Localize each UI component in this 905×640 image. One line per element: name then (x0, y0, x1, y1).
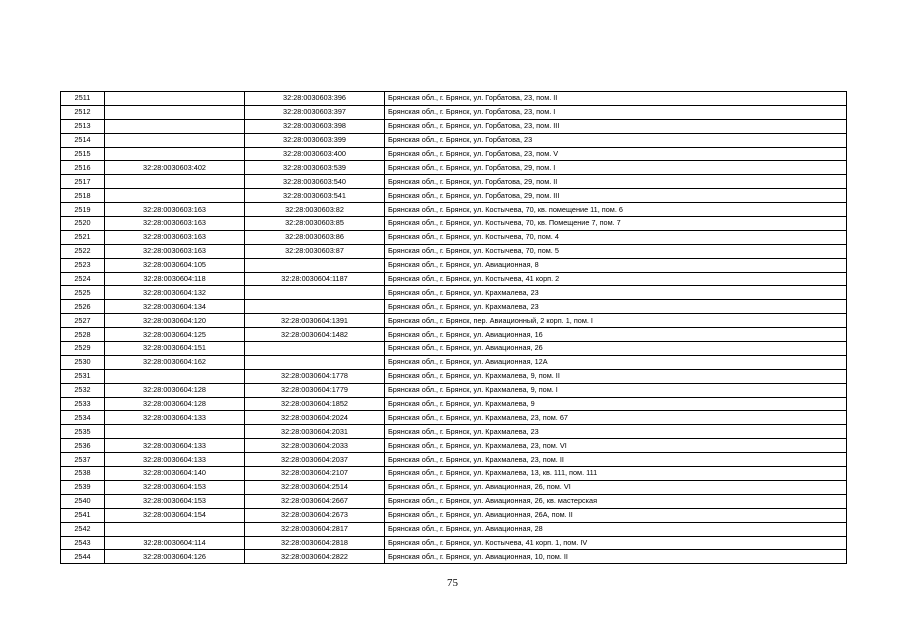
cadastral-number-cell: 32:28:0030603:86 (245, 230, 385, 244)
cadastral-number-cell: 32:28:0030604:2031 (245, 425, 385, 439)
parent-cadastral-number-cell: 32:28:0030603:163 (105, 230, 245, 244)
parent-cadastral-number-cell: 32:28:0030604:153 (105, 494, 245, 508)
table-body (61, 92, 847, 564)
row-number-cell: 2535 (61, 425, 105, 439)
table-row (61, 244, 847, 258)
table-row (61, 411, 847, 425)
address-cell: Брянская обл., г. Брянск, ул. Горбатова, 29, пом. II (385, 175, 847, 189)
cadastral-number-cell: 32:28:0030604:1482 (245, 328, 385, 342)
address-cell: Брянская обл., г. Брянск, ул. Крахмалева, 23 (385, 286, 847, 300)
table-row (61, 217, 847, 231)
parent-cadastral-number-cell: 32:28:0030604:133 (105, 439, 245, 453)
address-cell: Брянская обл., г. Брянск, ул. Авиационная, 26А, пом. II (385, 508, 847, 522)
table-row (61, 189, 847, 203)
address-cell: Брянская обл., г. Брянск, ул. Горбатова, 23, пом. I (385, 105, 847, 119)
table-row (61, 480, 847, 494)
address-cell: Брянская обл., г. Брянск, ул. Крахмалева, 23 (385, 425, 847, 439)
row-number-cell: 2541 (61, 508, 105, 522)
parent-cadastral-number-cell: 32:28:0030604:134 (105, 300, 245, 314)
parent-cadastral-number-cell: 32:28:0030603:402 (105, 161, 245, 175)
cadastral-number-cell: 32:28:0030603:85 (245, 217, 385, 231)
parent-cadastral-number-cell: 32:28:0030603:163 (105, 244, 245, 258)
address-cell: Брянская обл., г. Брянск, ул. Авиационная, 8 (385, 258, 847, 272)
address-cell: Брянская обл., г. Брянск, ул. Крахмалева, 9, пом. II (385, 369, 847, 383)
cadastral-number-cell: 32:28:0030603:87 (245, 244, 385, 258)
table-row (61, 161, 847, 175)
row-number-cell: 2537 (61, 453, 105, 467)
table-row (61, 105, 847, 119)
cadastral-number-cell (245, 300, 385, 314)
table-row (61, 272, 847, 286)
parent-cadastral-number-cell (105, 369, 245, 383)
table-row (61, 314, 847, 328)
cadastral-number-cell: 32:28:0030604:1779 (245, 383, 385, 397)
parent-cadastral-number-cell (105, 189, 245, 203)
parent-cadastral-number-cell: 32:28:0030604:140 (105, 467, 245, 481)
row-number-cell: 2540 (61, 494, 105, 508)
address-cell: Брянская обл., г. Брянск, ул. Авиационная, 26, пом. VI (385, 480, 847, 494)
parent-cadastral-number-cell (105, 92, 245, 106)
row-number-cell: 2539 (61, 480, 105, 494)
cadastral-number-cell: 32:28:0030603:396 (245, 92, 385, 106)
row-number-cell: 2514 (61, 133, 105, 147)
table-row (61, 203, 847, 217)
table-row (61, 147, 847, 161)
table-row (61, 328, 847, 342)
address-cell: Брянская обл., г. Брянск, ул. Костычева, 41 корп. 1, пом. IV (385, 536, 847, 550)
cadastral-number-cell: 32:28:0030604:2818 (245, 536, 385, 550)
cadastral-number-cell: 32:28:0030603:541 (245, 189, 385, 203)
cadastral-number-cell: 32:28:0030604:2817 (245, 522, 385, 536)
address-cell: Брянская обл., г. Брянск, ул. Крахмалева, 9, пом. I (385, 383, 847, 397)
row-number-cell: 2523 (61, 258, 105, 272)
row-number-cell: 2516 (61, 161, 105, 175)
table-row (61, 119, 847, 133)
table-row (61, 508, 847, 522)
row-number-cell: 2538 (61, 467, 105, 481)
address-cell: Брянская обл., г. Брянск, ул. Горбатова, 23, пом. V (385, 147, 847, 161)
cadastral-number-cell: 32:28:0030604:1391 (245, 314, 385, 328)
table-row (61, 467, 847, 481)
address-cell: Брянская обл., г. Брянск, ул. Крахмалева, 13, кв. 111, пом. 111 (385, 467, 847, 481)
table-row (61, 133, 847, 147)
address-cell: Брянская обл., г. Брянск, ул. Авиационная, 26, кв. мастерская (385, 494, 847, 508)
row-number-cell: 2536 (61, 439, 105, 453)
parent-cadastral-number-cell (105, 133, 245, 147)
parent-cadastral-number-cell: 32:28:0030604:132 (105, 286, 245, 300)
table-row (61, 536, 847, 550)
cadastral-number-cell: 32:28:0030604:2024 (245, 411, 385, 425)
parent-cadastral-number-cell (105, 147, 245, 161)
address-cell: Брянская обл., г. Брянск, ул. Горбатова, 23, пом. II (385, 92, 847, 106)
cadastral-number-cell: 32:28:0030604:2107 (245, 467, 385, 481)
address-cell: Брянская обл., г. Брянск, ул. Крахмалева, 23, пом. 67 (385, 411, 847, 425)
table-row (61, 230, 847, 244)
address-cell: Брянская обл., г. Брянск, ул. Авиационная, 12А (385, 355, 847, 369)
parent-cadastral-number-cell: 32:28:0030604:133 (105, 411, 245, 425)
table-row (61, 342, 847, 356)
row-number-cell: 2524 (61, 272, 105, 286)
table-row (61, 453, 847, 467)
row-number-cell: 2517 (61, 175, 105, 189)
cadastral-number-cell (245, 342, 385, 356)
table-row (61, 383, 847, 397)
row-number-cell: 2542 (61, 522, 105, 536)
parent-cadastral-number-cell: 32:28:0030603:163 (105, 217, 245, 231)
cadastral-number-cell: 32:28:0030604:1852 (245, 397, 385, 411)
parent-cadastral-number-cell: 32:28:0030603:163 (105, 203, 245, 217)
parent-cadastral-number-cell: 32:28:0030604:120 (105, 314, 245, 328)
row-number-cell: 2519 (61, 203, 105, 217)
table-row (61, 286, 847, 300)
cadastral-number-cell: 32:28:0030603:82 (245, 203, 385, 217)
row-number-cell: 2522 (61, 244, 105, 258)
row-number-cell: 2533 (61, 397, 105, 411)
cadastral-number-cell: 32:28:0030604:2673 (245, 508, 385, 522)
parent-cadastral-number-cell: 32:28:0030604:128 (105, 383, 245, 397)
table-row (61, 439, 847, 453)
parent-cadastral-number-cell (105, 425, 245, 439)
row-number-cell: 2515 (61, 147, 105, 161)
row-number-cell: 2544 (61, 550, 105, 564)
table-row (61, 397, 847, 411)
parent-cadastral-number-cell (105, 175, 245, 189)
address-cell: Брянская обл., г. Брянск, ул. Авиационная, 10, пом. II (385, 550, 847, 564)
parent-cadastral-number-cell: 32:28:0030604:153 (105, 480, 245, 494)
row-number-cell: 2531 (61, 369, 105, 383)
row-number-cell: 2526 (61, 300, 105, 314)
parent-cadastral-number-cell (105, 522, 245, 536)
cadastral-number-cell: 32:28:0030604:2033 (245, 439, 385, 453)
cadastral-number-cell: 32:28:0030603:540 (245, 175, 385, 189)
parent-cadastral-number-cell: 32:28:0030604:105 (105, 258, 245, 272)
parent-cadastral-number-cell: 32:28:0030604:118 (105, 272, 245, 286)
address-cell: Брянская обл., г. Брянск, ул. Горбатова, 29, пом. I (385, 161, 847, 175)
cadastral-number-cell: 32:28:0030603:539 (245, 161, 385, 175)
parent-cadastral-number-cell (105, 119, 245, 133)
table-row (61, 175, 847, 189)
address-cell: Брянская обл., г. Брянск, ул. Костычева, 70, кв. помещение 11, пом. 6 (385, 203, 847, 217)
cadastral-number-cell: 32:28:0030603:400 (245, 147, 385, 161)
row-number-cell: 2529 (61, 342, 105, 356)
property-table (60, 91, 847, 564)
address-cell: Брянская обл., г. Брянск, ул. Горбатова, 23 (385, 133, 847, 147)
cadastral-number-cell: 32:28:0030603:397 (245, 105, 385, 119)
address-cell: Брянская обл., г. Брянск, ул. Костычева, 41 корп. 2 (385, 272, 847, 286)
cadastral-number-cell (245, 258, 385, 272)
cadastral-number-cell: 32:28:0030603:398 (245, 119, 385, 133)
address-cell: Брянская обл., г. Брянск, ул. Костычева, 70, кв. Помещение 7, пом. 7 (385, 217, 847, 231)
address-cell: Брянская обл., г. Брянск, ул. Крахмалева, 9 (385, 397, 847, 411)
table-row (61, 550, 847, 564)
row-number-cell: 2528 (61, 328, 105, 342)
table-row (61, 494, 847, 508)
parent-cadastral-number-cell: 32:28:0030604:114 (105, 536, 245, 550)
address-cell: Брянская обл., г. Брянск, ул. Костычева, 70, пом. 5 (385, 244, 847, 258)
parent-cadastral-number-cell: 32:28:0030604:128 (105, 397, 245, 411)
table-row (61, 425, 847, 439)
address-cell: Брянская обл., г. Брянск, ул. Авиационная, 28 (385, 522, 847, 536)
row-number-cell: 2513 (61, 119, 105, 133)
cadastral-number-cell (245, 355, 385, 369)
parent-cadastral-number-cell: 32:28:0030604:162 (105, 355, 245, 369)
address-cell: Брянская обл., г. Брянск, ул. Горбатова, 29, пом. III (385, 189, 847, 203)
row-number-cell: 2534 (61, 411, 105, 425)
address-cell: Брянская обл., г. Брянск, ул. Авиационная, 26 (385, 342, 847, 356)
address-cell: Брянская обл., г. Брянск, пер. Авиационный, 2 корп. 1, пом. I (385, 314, 847, 328)
row-number-cell: 2530 (61, 355, 105, 369)
row-number-cell: 2543 (61, 536, 105, 550)
cadastral-number-cell: 32:28:0030604:2037 (245, 453, 385, 467)
parent-cadastral-number-cell: 32:28:0030604:151 (105, 342, 245, 356)
parent-cadastral-number-cell: 32:28:0030604:154 (105, 508, 245, 522)
parent-cadastral-number-cell: 32:28:0030604:125 (105, 328, 245, 342)
address-cell: Брянская обл., г. Брянск, ул. Авиационная, 16 (385, 328, 847, 342)
address-cell: Брянская обл., г. Брянск, ул. Крахмалева, 23, пом. VI (385, 439, 847, 453)
parent-cadastral-number-cell: 32:28:0030604:126 (105, 550, 245, 564)
page-number: 75 (447, 577, 458, 589)
cadastral-number-cell: 32:28:0030603:399 (245, 133, 385, 147)
parent-cadastral-number-cell: 32:28:0030604:133 (105, 453, 245, 467)
cadastral-number-cell: 32:28:0030604:2667 (245, 494, 385, 508)
cadastral-number-cell: 32:28:0030604:1187 (245, 272, 385, 286)
table-row (61, 92, 847, 106)
cadastral-number-cell: 32:28:0030604:1778 (245, 369, 385, 383)
row-number-cell: 2532 (61, 383, 105, 397)
table-row (61, 300, 847, 314)
cadastral-number-cell: 32:28:0030604:2822 (245, 550, 385, 564)
table-row (61, 522, 847, 536)
row-number-cell: 2511 (61, 92, 105, 106)
address-cell: Брянская обл., г. Брянск, ул. Крахмалева, 23 (385, 300, 847, 314)
table-row (61, 355, 847, 369)
row-number-cell: 2527 (61, 314, 105, 328)
parent-cadastral-number-cell (105, 105, 245, 119)
row-number-cell: 2525 (61, 286, 105, 300)
table-row (61, 258, 847, 272)
cadastral-number-cell: 32:28:0030604:2514 (245, 480, 385, 494)
row-number-cell: 2520 (61, 217, 105, 231)
table-row (61, 369, 847, 383)
row-number-cell: 2518 (61, 189, 105, 203)
cadastral-number-cell (245, 286, 385, 300)
address-cell: Брянская обл., г. Брянск, ул. Горбатова, 23, пом. III (385, 119, 847, 133)
address-cell: Брянская обл., г. Брянск, ул. Крахмалева, 23, пом. II (385, 453, 847, 467)
address-cell: Брянская обл., г. Брянск, ул. Костычева, 70, пом. 4 (385, 230, 847, 244)
row-number-cell: 2521 (61, 230, 105, 244)
row-number-cell: 2512 (61, 105, 105, 119)
